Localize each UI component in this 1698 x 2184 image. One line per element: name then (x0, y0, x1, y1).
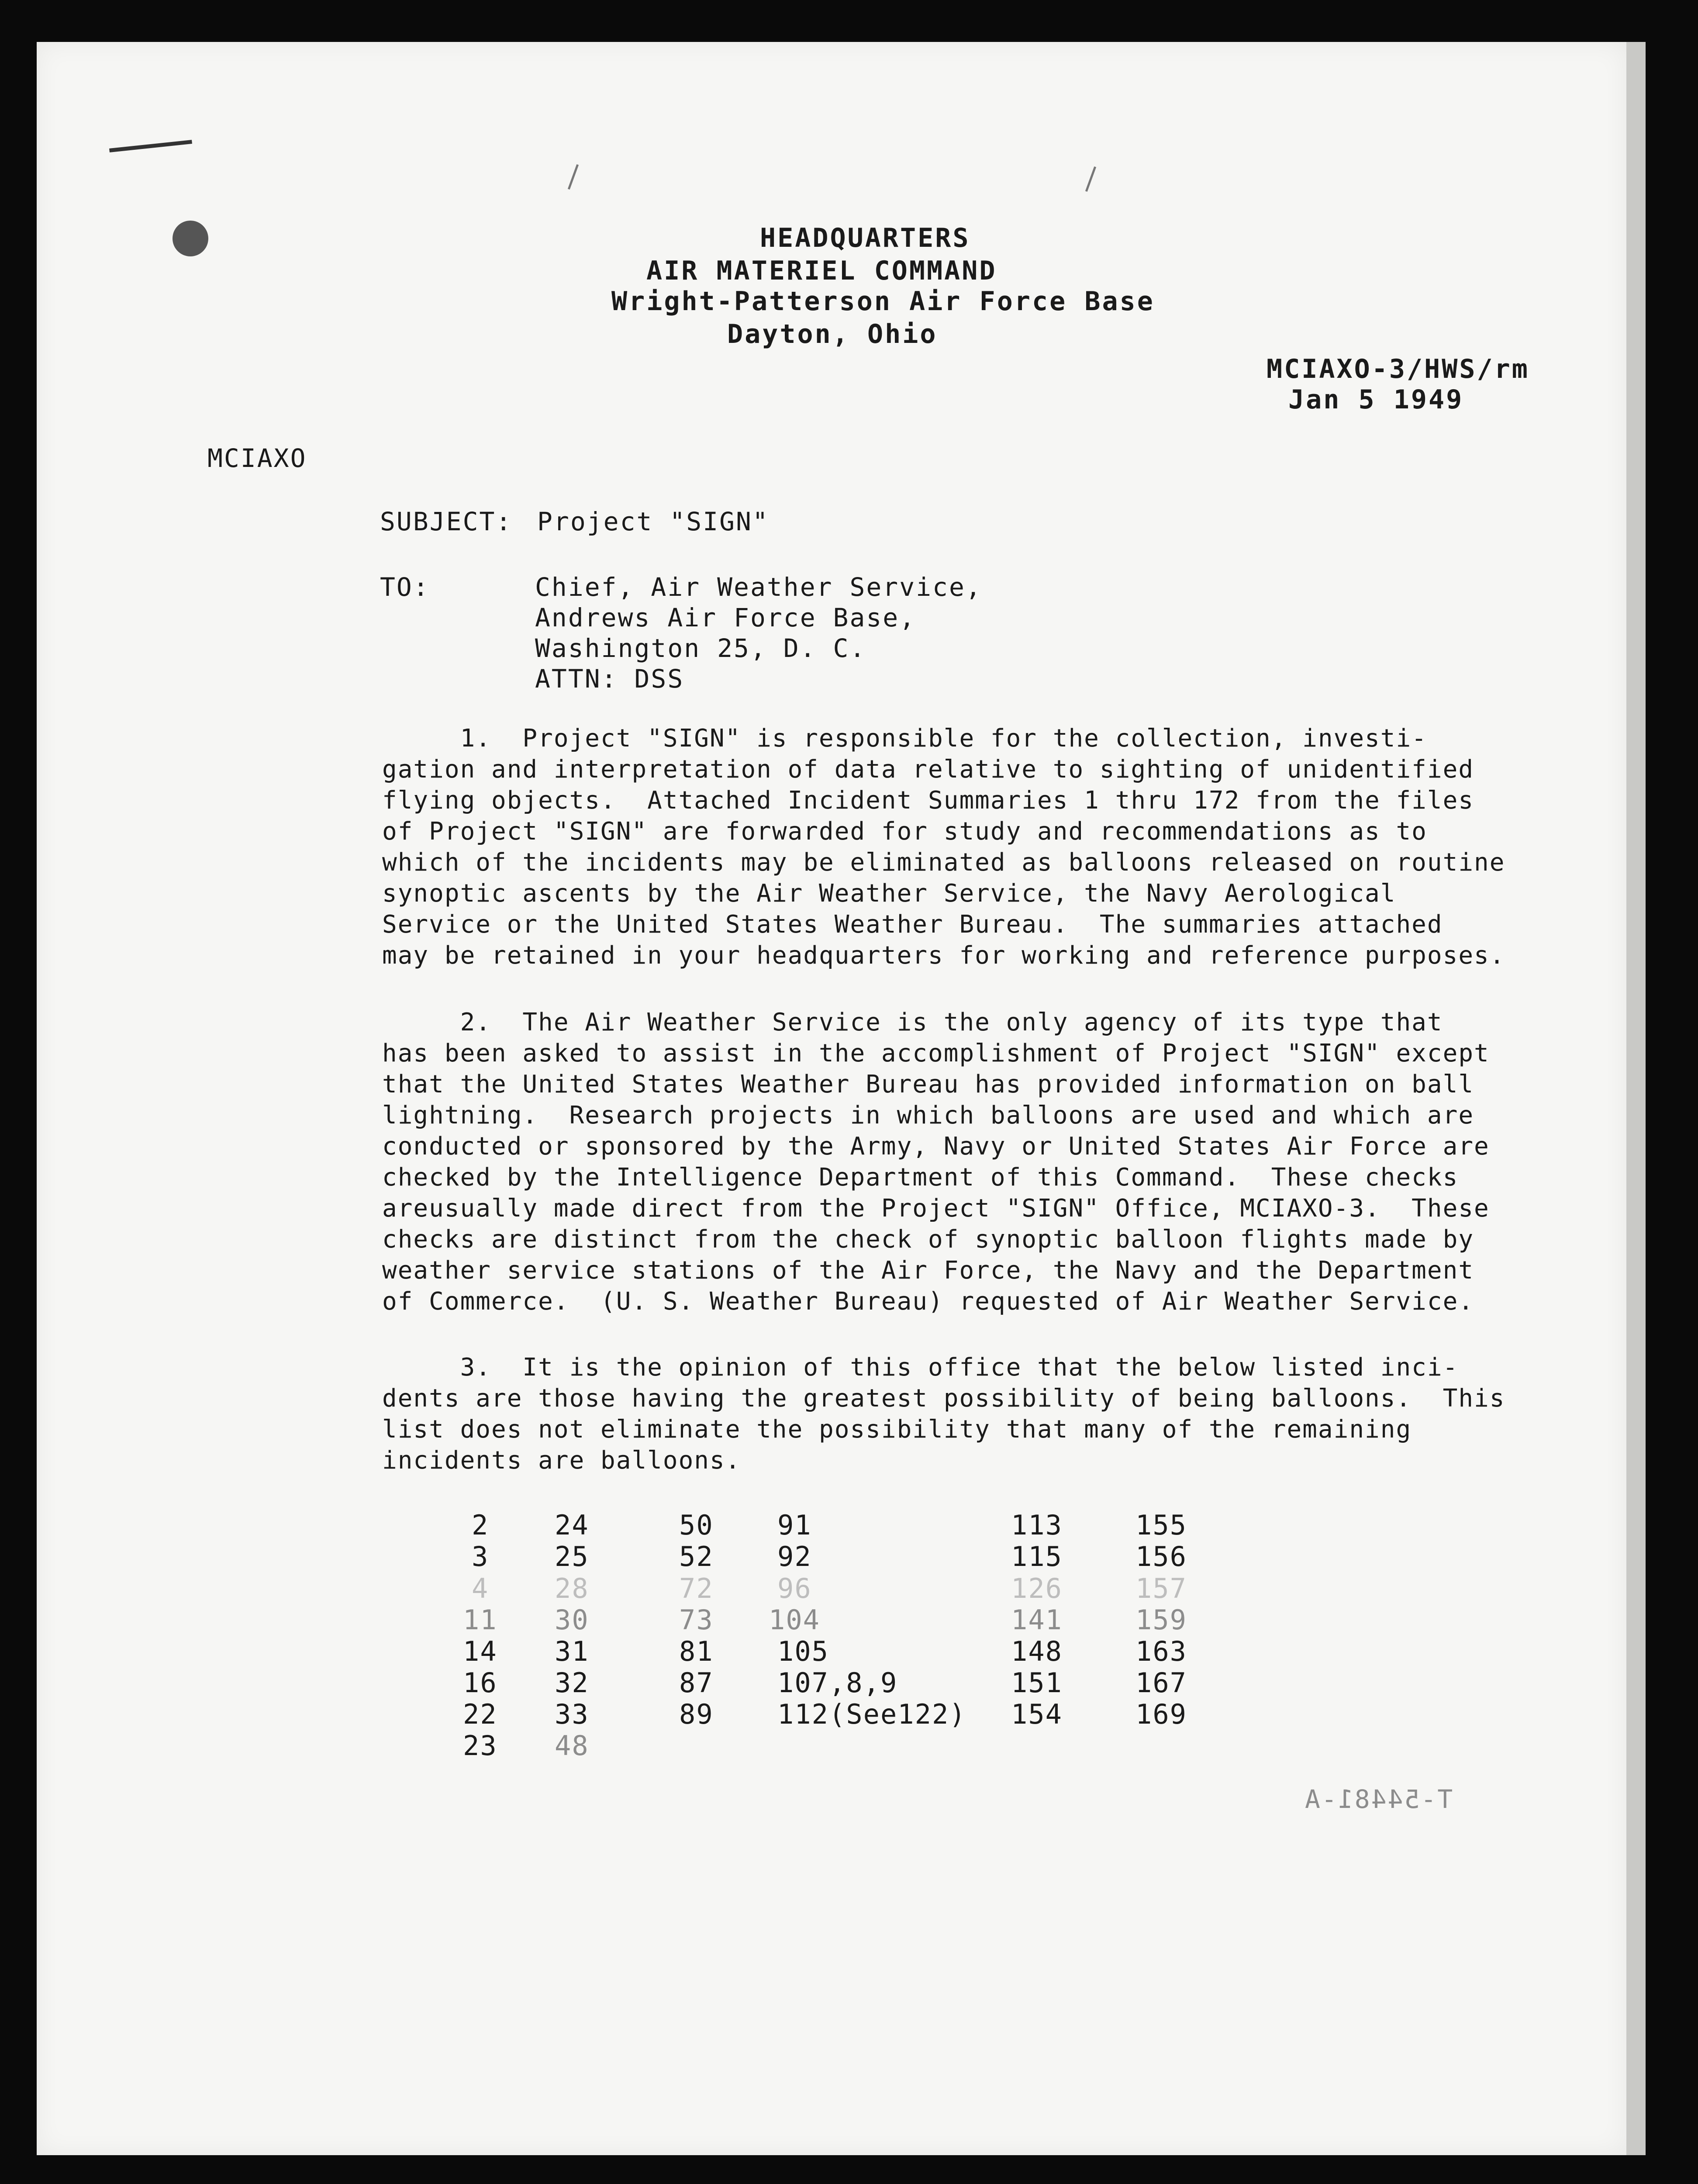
incident-number: 73 (679, 1604, 714, 1636)
incident-number: 104 (769, 1604, 820, 1636)
page-edge-shadow (1626, 42, 1646, 2155)
incident-number: 14 (463, 1635, 497, 1667)
incident-number: 154 (1011, 1698, 1063, 1730)
incident-number: 32 (555, 1667, 589, 1699)
incident-number: 50 (679, 1509, 714, 1541)
incident-number: 89 (679, 1698, 714, 1730)
incident-number: 113 (1011, 1509, 1063, 1541)
incident-number: 105 (777, 1635, 829, 1667)
incident-number: 33 (555, 1698, 589, 1730)
incident-number: 87 (679, 1667, 714, 1699)
incident-number: 157 (1135, 1572, 1187, 1604)
incident-number: 31 (555, 1635, 589, 1667)
paragraph-2: 2. The Air Weather Service is the only agency of its type that has been asked to assist in the accomplishment of Project "SIGN" except that the United States Weather Bureau has provided information on ball lightning. Research projects in which balloons are used and which are conducted or sponsored by the Army, Navy or United States Air Force are checked by the Intelligence Department of this Command. These checks areusually made direct from the Project "SIGN" Office, MCIAXO-3. These checks are distinct from the check of synoptic balloon flights made by weather service stations of the Air Force, the Navy and the Department of Commerce. (U. S. Weather Bureau) requested of Air Weather Service. (382, 1008, 1490, 1316)
incident-number: 92 (777, 1541, 812, 1572)
incident-number: 107,8,9 (777, 1667, 898, 1699)
to-line: Andrews Air Force Base, (535, 603, 916, 632)
subject-value: Project "SIGN" (537, 507, 769, 536)
incident-number: 52 (679, 1541, 714, 1572)
incident-number: 30 (555, 1604, 589, 1636)
letterhead-command: AIR MATERIEL COMMAND (646, 256, 997, 286)
paragraph-3: 3. It is the opinion of this office that the below listed inci- dents are those having the greatest possibility of being balloons. This list does not eliminate the possibility that many of the remaining incidents are balloons. (382, 1353, 1505, 1475)
punch-hole-mark (173, 221, 208, 256)
letterhead-headquarters: HEADQUARTERS (760, 223, 970, 253)
incident-number: 112(See122) (777, 1698, 966, 1730)
incident-number: 159 (1135, 1604, 1187, 1636)
to-line: Chief, Air Weather Service, (535, 572, 982, 602)
incident-number: 126 (1011, 1572, 1063, 1604)
incident-number: 2 (472, 1509, 489, 1541)
incident-number: 141 (1011, 1604, 1063, 1636)
incident-number: 25 (555, 1541, 589, 1572)
incident-number: 148 (1011, 1635, 1063, 1667)
incident-number: 28 (555, 1572, 589, 1604)
incident-number: 16 (463, 1667, 497, 1699)
footer-document-code: T-54481-A (1304, 1784, 1453, 1814)
incident-number: 115 (1011, 1541, 1063, 1572)
incident-number: 167 (1135, 1667, 1187, 1699)
incident-number: 96 (777, 1572, 812, 1604)
incident-number: 163 (1135, 1635, 1187, 1667)
incident-number: 4 (472, 1572, 489, 1604)
incident-number: 48 (555, 1730, 589, 1762)
to-label: TO: (380, 572, 430, 602)
letterhead-city: Dayton, Ohio (727, 319, 938, 349)
paragraph-1: 1. Project "SIGN" is responsible for the collection, investi- gation and interpretation of data relative to sighting of unidentified flying objects. Attached Incident Summaries 1 thru 172 from the files of Project "SIGN" are forwarded for study and recommendations as to which of the incidents may be eliminated as balloons released on routine synoptic ascents by the Air Weather Service, the Navy Aerological Service or the United States Weather Bureau. The summaries attached may be retained in your headquarters for working and reference purposes. (382, 724, 1505, 970)
incident-number: 155 (1135, 1509, 1187, 1541)
incident-number: 22 (463, 1698, 497, 1730)
incident-number: 91 (777, 1509, 812, 1541)
to-line: Washington 25, D. C. (535, 633, 866, 663)
incident-number: 151 (1011, 1667, 1063, 1699)
incident-number: 24 (555, 1509, 589, 1541)
reference-symbol: MCIAXO-3/HWS/rm (1267, 354, 1529, 384)
incident-number: 3 (472, 1541, 489, 1572)
incident-number: 23 (463, 1730, 497, 1762)
letterhead-base: Wright-Patterson Air Force Base (611, 286, 1155, 317)
incident-number: 156 (1135, 1541, 1187, 1572)
from-office: MCIAXO (207, 443, 307, 473)
incident-number: 169 (1135, 1698, 1187, 1730)
letter-date: Jan 5 1949 (1288, 384, 1464, 415)
to-line: ATTN: DSS (535, 664, 684, 694)
subject-label: SUBJECT: (380, 507, 513, 536)
incident-number: 81 (679, 1635, 714, 1667)
incident-number: 72 (679, 1572, 714, 1604)
incident-number: 11 (463, 1604, 497, 1636)
